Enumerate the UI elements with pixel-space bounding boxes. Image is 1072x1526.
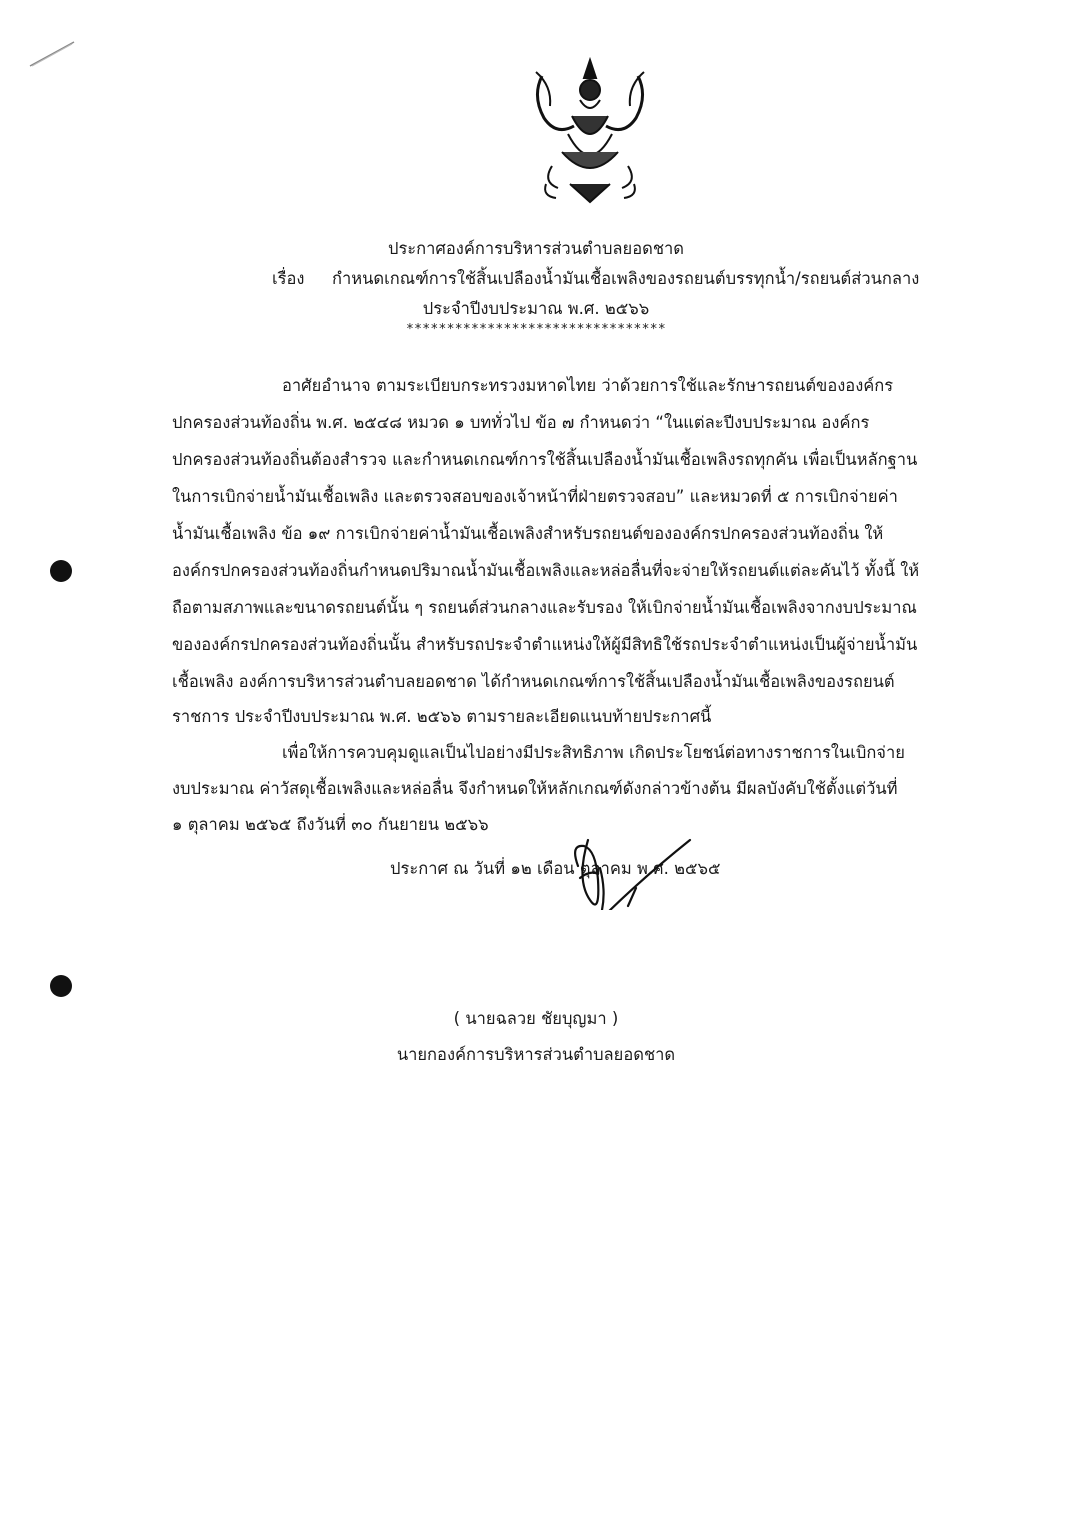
- separator-stars: ********************************: [405, 322, 667, 337]
- pen-mark: [28, 40, 76, 68]
- paragraph-1-line: องค์กรปกครองส่วนท้องถิ่นกำหนดปริมาณน้ำมันเชื้อเพลิงและหล่อลื่นที่จะจ่ายให้รถยนต์แต่ละคันไว้ ทั้งนี้ ให้: [172, 561, 920, 580]
- paragraph-1-line: ถือตามสภาพและขนาดรถยนต์นั้น ๆ รถยนต์ส่วนกลางและรับรอง ให้เบิกจ่ายน้ำมันเชื้อเพลิงจากงบประมาณ: [172, 598, 917, 617]
- paragraph-1-line: ปกครองส่วนท้องถิ่นต้องสำรวจ และกำหนดเกณฑ์การใช้สิ้นเปลืองน้ำมันเชื้อเพลิงรถทุกคัน เพื่อเป็นหลักฐาน: [172, 450, 918, 469]
- paragraph-1-line: ขององค์กรปกครองส่วนท้องถิ่นนั้น สำหรับรถประจำตำแหน่งให้ผู้มีสิทธิใช้รถประจำตำแหน่งเป็นผู้จ่ายน้ำมัน: [172, 635, 918, 654]
- signature-mark: [540, 770, 780, 910]
- fiscal-year-line: ประจำปีงบประมาณ พ.ศ. ๒๕๖๖: [422, 299, 650, 318]
- paragraph-1-line: ในการเบิกจ่ายน้ำมันเชื้อเพลิง และตรวจสอบของเจ้าหน้าที่ฝ่ายตรวจสอบ” และหมวดที่ ๕ การเบิกจ่ายค่า: [172, 487, 898, 506]
- paragraph-1-line: น้ำมันเชื้อเพลิง ข้อ ๑๙ การเบิกจ่ายค่าน้ำมันเชื้อเพลิงสำหรับรถยนต์ขององค์กรปกครองส่วนท้องถิ่น ให้: [172, 524, 884, 543]
- paragraph-1-line: อาศัยอำนาจ ตามระเบียบกระทรวงมหาดไทย ว่าด้วยการใช้และรักษารถยนต์ขององค์กร: [282, 376, 894, 395]
- signer-position: นายกองค์การบริหารส่วนตำบลยอดชาด: [396, 1045, 676, 1064]
- announcement-title: ประกาศองค์การบริหารส่วนตำบลยอดชาด: [387, 239, 685, 258]
- punch-hole-mark: [50, 560, 72, 582]
- punch-hole-mark: [50, 975, 72, 997]
- paragraph-2-line: ๑ ตุลาคม ๒๕๖๕ ถึงวันที่ ๓๐ กันยายน ๒๕๖๖: [172, 815, 489, 834]
- announce-date: ประกาศ ณ วันที่ ๑๒ เดือน ตุลาคม พ.ศ. ๒๕๖๕: [390, 859, 721, 878]
- paragraph-2-line: งบประมาณ ค่าวัสดุเชื้อเพลิงและหล่อลื่น จึงกำหนดให้หลักเกณฑ์ดังกล่าวข้างต้น มีผลบังคับใช้ตั้งแต่วันที่: [172, 779, 898, 798]
- paragraph-1-line: ปกครองส่วนท้องถิ่น พ.ศ. ๒๕๔๘ หมวด ๑ บททั่วไป ข้อ ๗ กำหนดว่า “ในแต่ละปีงบประมาณ องค์กร: [172, 413, 870, 432]
- subject-text: กำหนดเกณฑ์การใช้สิ้นเปลืองน้ำมันเชื้อเพลิงของรถยนต์บรรทุกน้ำ/รถยนต์ส่วนกลาง: [332, 269, 920, 288]
- paragraph-1-line: เชื้อเพลิง องค์การบริหารส่วนตำบลยอดชาด ได้กำหนดเกณฑ์การใช้สิ้นเปลืองน้ำมันเชื้อเพลิงของรถยนต์: [172, 672, 895, 691]
- paragraph-2-line: เพื่อให้การควบคุมดูแลเป็นไปอย่างมีประสิทธิภาพ เกิดประโยชน์ต่อทางราชการในเบิกจ่าย: [282, 743, 905, 762]
- subject-label: เรื่อง: [272, 269, 305, 288]
- signer-name: ( นายฉลวย ชัยบุญมา ): [453, 1009, 619, 1028]
- paragraph-1-line: ราชการ ประจำปีงบประมาณ พ.ศ. ๒๕๖๖ ตามรายละเอียดแนบท้ายประกาศนี้: [172, 707, 712, 726]
- garuda-emblem-icon: [522, 56, 658, 206]
